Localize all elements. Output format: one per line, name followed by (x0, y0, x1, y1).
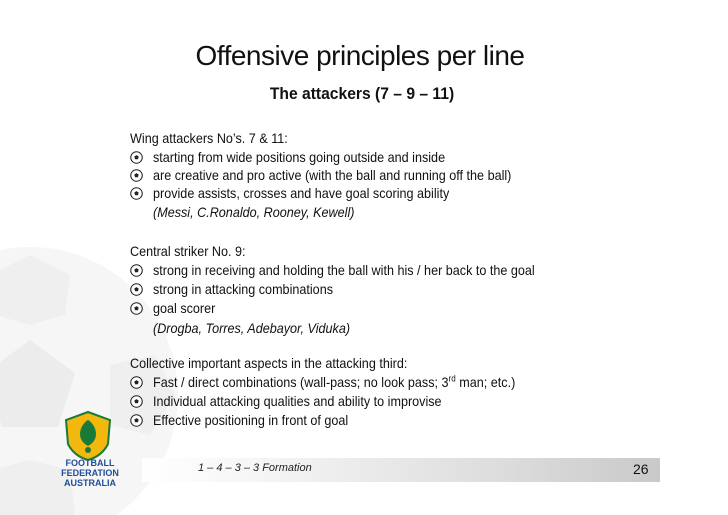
soccer-ball-icon (130, 264, 143, 277)
bullet-text: goal scorer (153, 300, 216, 316)
bullet-text: starting from wide positions going outside and inside (153, 149, 446, 165)
soccer-ball-icon (130, 376, 143, 389)
bullet-text: Individual attacking qualities and ability to improvise (153, 393, 442, 409)
bullet-text: strong in attacking combinations (153, 281, 333, 297)
bullet-item (130, 184, 450, 202)
soccer-ball-icon (130, 283, 143, 296)
bullet-item (130, 280, 372, 299)
section-wing-attackers (130, 128, 512, 222)
bullet-text: strong in receiving and holding the ball with his / her back to the goal (153, 262, 535, 278)
soccer-ball-icon (130, 414, 143, 427)
player-examples: (Drogba, Torres, Adebayor, Viduka) (153, 320, 351, 336)
bullet-text: Fast / direct combinations (wall-pass; no look pass; 3rd man; etc.) (153, 373, 516, 390)
section-heading: Central striker No. 9: (130, 243, 246, 259)
bullet-item (130, 373, 516, 392)
slide-title: Offensive principles per line (195, 40, 525, 71)
section-collective-aspects (130, 353, 516, 430)
section-heading: Collective important aspects in the attacking third: (130, 355, 408, 371)
soccer-ball-icon (130, 302, 143, 315)
bullet-text: Effective positioning in front of goal (153, 412, 349, 428)
ffa-logo (62, 410, 114, 462)
bullet-item (130, 392, 442, 411)
soccer-ball-icon (130, 187, 143, 200)
bullet-item (130, 261, 535, 280)
soccer-ball-icon (130, 395, 143, 408)
soccer-ball-icon (130, 169, 143, 182)
page-number: 26 (633, 461, 649, 477)
section-central-striker (130, 241, 535, 338)
bullet-item (130, 148, 446, 166)
bullet-text: provide assists, crosses and have goal scoring ability (153, 185, 450, 201)
bullet-text: are creative and pro active (with the ball and running off the ball) (153, 167, 512, 183)
ffa-logo-text: FOOTBALL FEDERATION AUSTRALIA (61, 458, 119, 488)
bullet-item (130, 299, 372, 318)
slide-subtitle: The attackers (7 – 9 – 11) (269, 84, 455, 103)
formation-label: 1 – 4 – 3 – 3 Formation (198, 462, 312, 474)
bullet-item (130, 411, 438, 430)
soccer-ball-icon (130, 151, 143, 164)
player-examples: (Messi, C.Ronaldo, Rooney, Kewell) (153, 204, 355, 220)
section-heading: Wing attackers No’s. 7 & 11: (130, 130, 288, 146)
bullet-item (130, 166, 512, 184)
